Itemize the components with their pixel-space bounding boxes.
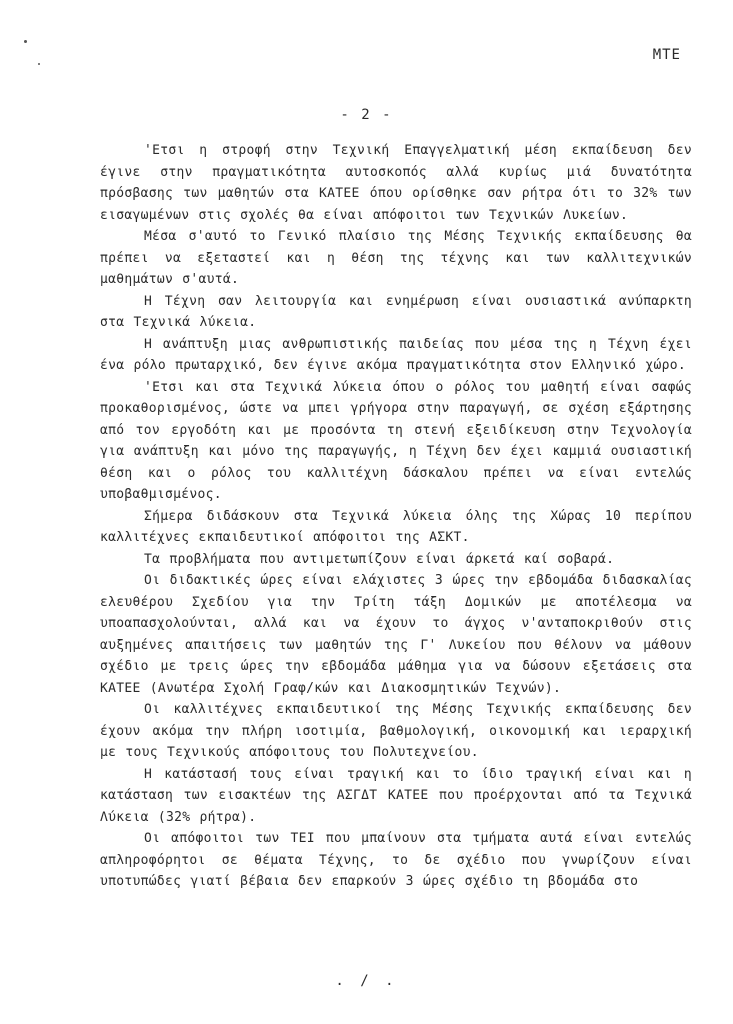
paragraph: Οι απόφοιτοι των ΤΕΙ που μπαίνουν στα τμήματα αυτά είναι εντελώς απληροφόρητοι σε θέματα Τέχνης, το δε σχέδιο που γνωρίζουν είναι υποτυπώδες γιατί βέβαια δεν επαρκούν 3 ώρες σχέδιο τη βδομάδα στο — [100, 831, 692, 889]
paragraph: Μέσα σ'αυτό το Γενικό πλαίσιο της Μέσης Τεχνικής εκπαίδευσης θα πρέπει να εξεταστεί και η θέση της τέχνης και των καλλιτεχνικών μαθημάτων σ'αυτά. — [100, 229, 692, 287]
paragraph: 'Ετσι και στα Τεχνικά λύκεια όπου ο ρόλος του μαθητή είναι σαφώς προκαθορισμένος, ώστε να μπει γρήγορα στην παραγωγή, σε σχέση εξάρτησης από τον εργοδότη και με προσόντα τη στενή εξειδίκευση στην Τεχνολογία για ανάπτυξη και μόνο της παραγωγής, η Τέχνη δεν έχει καμμιά ουσιαστική θέση και ο ρόλος του καλλιτέχνη δάσκαλου πρέπει να είναι εντελώς υποβαθμισμένος. — [100, 379, 692, 502]
paragraph: Οι διδακτικές ώρες είναι ελάχιστες 3 ώρες την εβδομάδα διδασκαλίας ελευθέρου Σχεδίου για την Τρίτη τάξη Δομικών με αποτέλεσμα να υποαπασχολούνται, αλλά και να έχουν το άγχος ν'ανταποκριθούν στις αυξημένες απαιτήσεις των μαθητών της Γ' Λυκείου που θέλουν να μάθουν σχέδιο με τρεις ώρες την εβδομάδα μάθημα για να δώσουν εξετάσεις στα ΚΑΤΕΕ (Ανωτέρα Σχολή Γραφ/κών και Διακοσμητικών Τεχνών). — [100, 573, 692, 696]
paragraph: Οι καλλιτέχνες εκπαιδευτικοί της Μέσης Τεχνικής εκπαίδευσης δεν έχουν ακόμα την πλήρη ισοτιμία, βαθμολογική, οικονομική και ιεραρχική με τους Τεχνικούς απόφοιτους του Πολυτεχνείου. — [100, 702, 692, 760]
scan-speck — [24, 40, 27, 43]
paragraph: 'Ετσι η στροφή στην Τεχνική Επαγγελματική μέση εκπαίδευση δεν έγινε στην πραγματικότητα αυτοσκοπός αλλά κυρίως μιά δυνατότητα πρόσβασης των μαθητών στα ΚΑΤΕΕ όπου ορίσθηκε σαν ρήτρα ότι το 32% των εισαγωμένων στις σχολές θα είναι απόφοιτοι των Τεχνικών Λυκείων. — [100, 143, 692, 223]
scan-speck — [38, 63, 40, 65]
paragraph: Σήμερα διδάσκουν στα Τεχνικά λύκεια όλης της Χώρας 10 περίπου καλλιτέχνες εκπαιδευτικοί απόφοιτοι της ΑΣΚΤ. — [100, 508, 692, 545]
paragraph: Η Τέχνη σαν λειτουργία και ενημέρωση είναι ουσιαστικά ανύπαρκτη στα Τεχνικά λύκεια. — [100, 293, 692, 330]
paragraph: Τα προβλήματα που αντιμετωπίζουν είναι άρκετά καί σοβαρά. — [144, 551, 615, 567]
continued-mark: . / . — [335, 973, 398, 989]
page-number: - 2 - — [340, 107, 393, 123]
paragraph: Η κατάστασή τους είναι τραγική και το ίδιο τραγική είναι και η κατάσταση των εισακτέων της ΑΣΓΔΤ ΚΑΤΕΕ που προέρχονται από τα Τεχνικά Λύκεια (32% ρήτρα). — [100, 766, 692, 825]
document-code: ΜΤΕ — [652, 47, 681, 63]
paragraph: Η ανάπτυξη μιας ανθρωπιστικής παιδείας που μέσα της η Τέχνη έχει ένα ρόλο πρωταρχικό, δεν έγινε ακόμα πραγματικότητα στον Ελληνικό χώρο. — [100, 336, 692, 373]
document-body — [100, 140, 692, 893]
